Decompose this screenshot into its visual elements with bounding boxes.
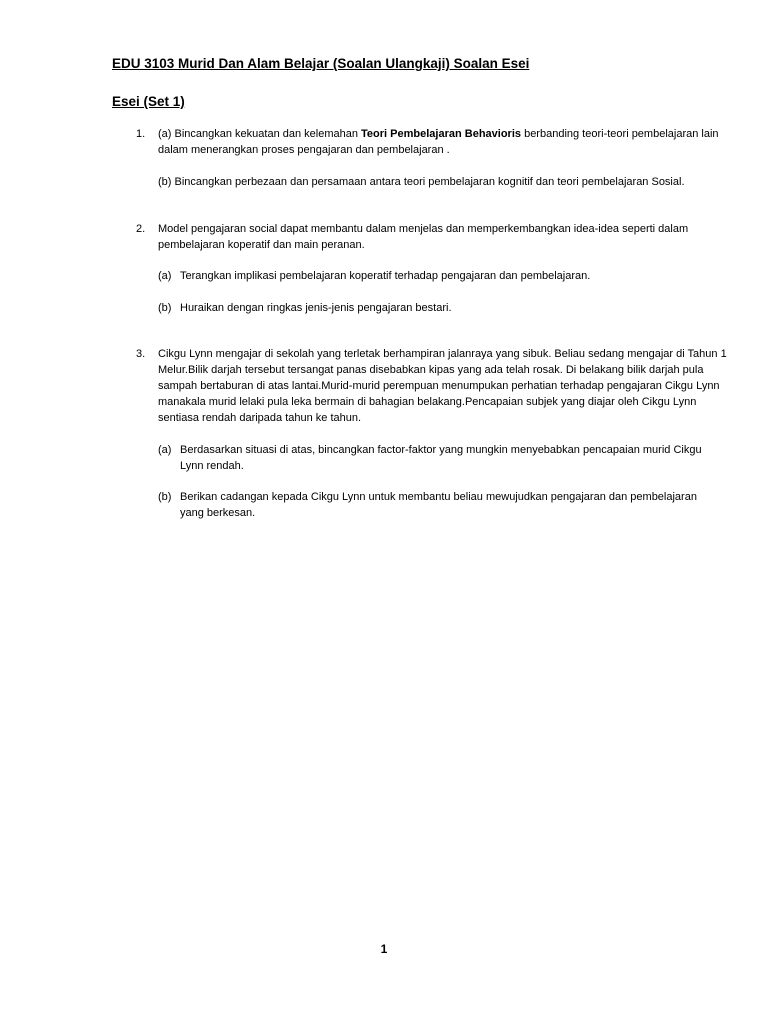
page-number: 1 xyxy=(380,942,388,956)
question-text: Model pengajaran social dapat membantu dalam menjelas dan memperkembangkan idea-idea seperti dalam pembelajaran koperatif dan main peranan. xyxy=(158,223,689,251)
sub-text: Berikan cadangan kepada Cikgu Lynn untuk membantu beliau mewujudkan pengajaran dan pembelajaran yang berkesan. xyxy=(180,491,697,519)
bold-term: Teori Pembelajaran Behavioris xyxy=(361,128,522,140)
sub-text: Huraikan dengan ringkas jenis-jenis pengajaran bestari. xyxy=(180,302,452,314)
sub-text: Berdasarkan situasi di atas, bincangkan factor-faktor yang mungkin menyebabkan pencapaian murid Cikgu Lynn rendah. xyxy=(180,444,702,472)
question-number: 1. xyxy=(136,128,146,140)
question-number: 3. xyxy=(136,348,146,360)
question-part-b: (b) Bincangkan perbezaan dan persamaan antara teori pembelajaran kognitif dan teori pembelajaran Sosial. xyxy=(158,176,685,188)
question-number: 2. xyxy=(136,223,146,235)
question-text: Cikgu Lynn mengajar di sekolah yang terletak berhampiran jalanraya yang sibuk. Beliau sedang mengajar di Tahun 1 Melur.Bilik darjah tersebut tersangat panas disebabkan kipas yang ada telah rosak. Di belakang bilik darjah pula sampah bertaburan di atas lantai.Murid-murid perempuan menumpukan perhatian terhadap pengajaran Cikgu Lynn manakala murid lelaki pula leka bermain di bahagian belakang.Pencapaian subjek yang diajar oleh Cikgu Lynn sentiasa rendah daripada tahun ke tahun. xyxy=(158,348,727,424)
sub-text: Terangkan implikasi pembelajaran koperatif terhadap pengajaran dan pembelajaran. xyxy=(180,270,591,282)
sub-label: (a) xyxy=(158,444,172,456)
sub-label: (b) xyxy=(158,491,172,503)
sub-label: (b) xyxy=(158,302,172,314)
sub-label: (a) xyxy=(158,270,172,282)
section-heading: Esei (Set 1) xyxy=(112,94,185,109)
question-part-a: (a) Bincangkan kekuatan dan kelemahan Teori Pembelajaran Behavioris berbanding teori-teori pembelajaran lain dalam menerangkan proses pengajaran dan pembelajaran . xyxy=(158,128,719,156)
document-title: EDU 3103 Murid Dan Alam Belajar (Soalan Ulangkaji) Soalan Esei xyxy=(112,56,530,71)
